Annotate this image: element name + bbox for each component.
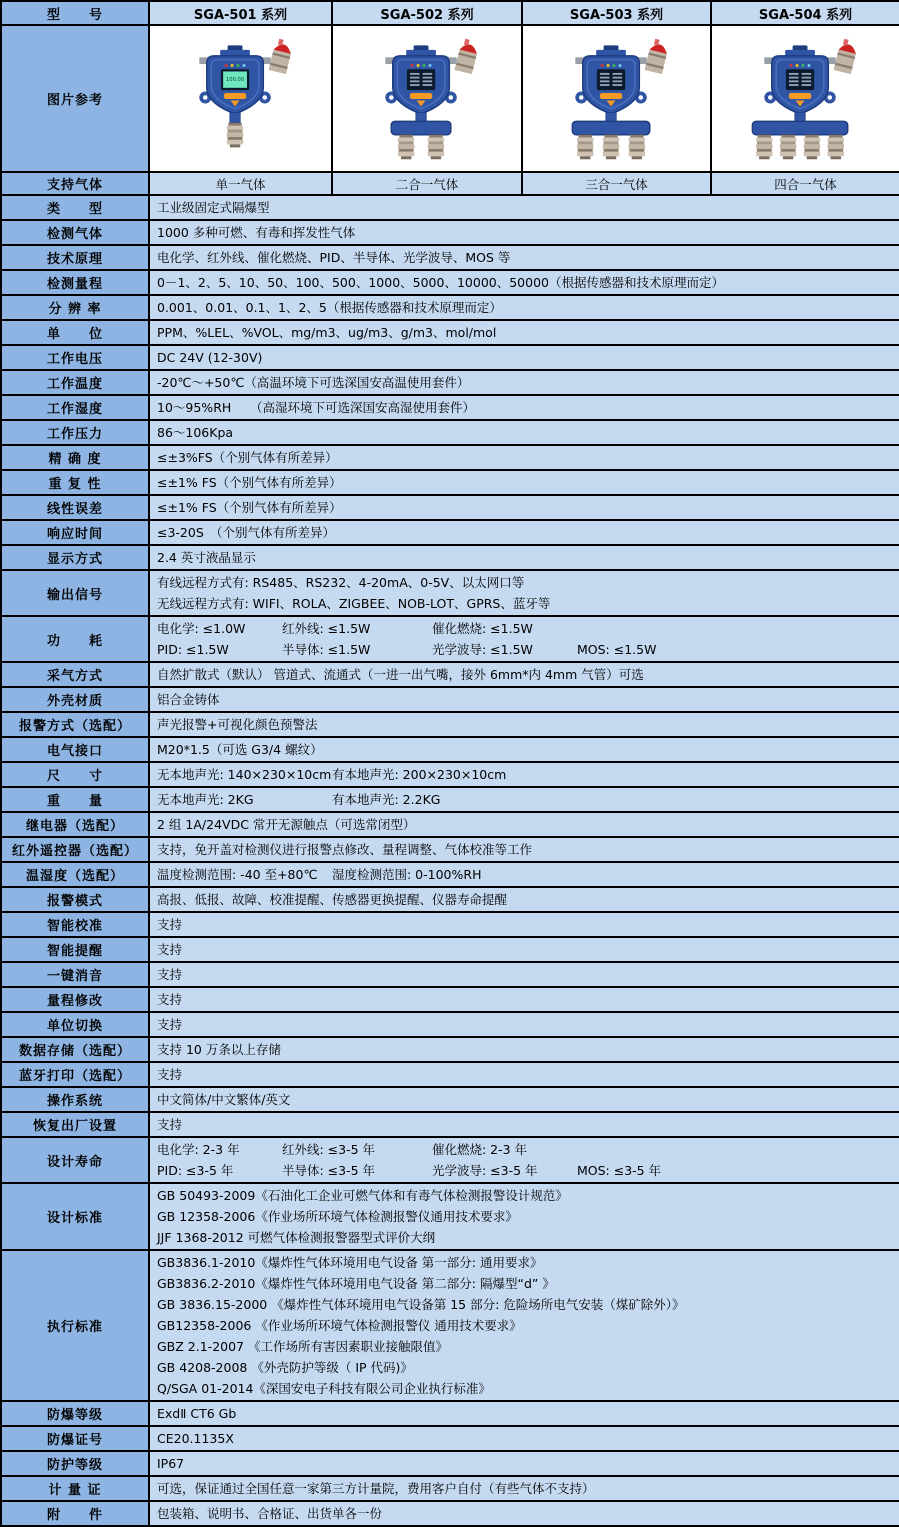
row-label: 显示方式	[1, 545, 149, 570]
spec-row	[1, 937, 899, 962]
spec-row	[1, 345, 899, 370]
spec-row	[1, 887, 899, 912]
row-label: 类 型	[1, 195, 149, 220]
row-label: 线性误差	[1, 495, 149, 520]
row-label-model: 型 号	[1, 1, 149, 25]
device-illustration	[166, 35, 316, 163]
row-label: 电气接口	[1, 737, 149, 762]
row-value: ≤±1% FS（个别气体有所差异）	[149, 495, 899, 520]
row-label: 温湿度（选配）	[1, 862, 149, 887]
spec-row	[1, 470, 899, 495]
value-segment: 电化学: ≤1.0W	[157, 621, 246, 636]
row-label: 数据存储（选配）	[1, 1037, 149, 1062]
row-label: 智能提醒	[1, 937, 149, 962]
row-value: ≤±1% FS（个别气体有所差异）	[149, 470, 899, 495]
spec-row	[1, 1250, 899, 1401]
row-label: 技术原理	[1, 245, 149, 270]
value-segment: 有本地声光: 2.2KG	[332, 792, 441, 807]
row-value: 声光报警+可视化颜色预警法	[149, 712, 899, 737]
row-label: 分 辨 率	[1, 295, 149, 320]
model-header-sga-502: SGA-502 系列	[332, 1, 522, 25]
spec-row	[1, 1501, 899, 1526]
spec-row	[1, 245, 899, 270]
row-value: 支持，免开盖对检测仪进行报警点修改、量程调整、气体校准等工作	[149, 837, 899, 862]
row-value	[149, 762, 899, 787]
value-segment: 电化学: 2-3 年	[157, 1142, 240, 1157]
row-value: 包装箱、说明书、合格证、出货单各一份	[149, 1501, 899, 1526]
device-illustration	[352, 35, 502, 163]
spec-row	[1, 912, 899, 937]
value-segment: 光学波导: ≤3-5 年	[432, 1163, 538, 1178]
row-value: 中文简体/中文繁体/英文	[149, 1087, 899, 1112]
model-header-sga-503: SGA-503 系列	[522, 1, 711, 25]
spec-row	[1, 495, 899, 520]
spec-row	[1, 445, 899, 470]
row-label: 附 件	[1, 1501, 149, 1526]
row-value: 0.001、0.01、0.1、1、2、5（根据传感器和技术原理而定）	[149, 295, 899, 320]
value-segment: 无本地声光: 140×230×10cm	[157, 767, 332, 782]
row-value	[149, 862, 899, 887]
value-segment: 催化燃烧: 2-3 年	[432, 1142, 528, 1157]
spec-row	[1, 1476, 899, 1501]
value-segment: MOS: ≤1.5W	[577, 642, 657, 657]
row-label: 执行标准	[1, 1250, 149, 1401]
row-value: 支持	[149, 1012, 899, 1037]
spec-row	[1, 1087, 899, 1112]
value-line: GB 4208-2008 《外壳防护等级（ IP 代码)》	[157, 1360, 413, 1375]
row-label: 尺 寸	[1, 762, 149, 787]
value-segment: 红外线: ≤1.5W	[282, 621, 371, 636]
value-line	[157, 618, 893, 639]
value-line: GB3836.2-2010《爆炸性气体环境用电气设备 第二部分: 隔爆型“d” 》	[157, 1276, 555, 1291]
row-value	[149, 787, 899, 812]
value-line: GB3836.1-2010《爆炸性气体环境用电气设备 第一部分: 通用要求》	[157, 1255, 543, 1270]
spec-row	[1, 987, 899, 1012]
row-label: 设计寿命	[1, 1137, 149, 1183]
spec-row	[1, 270, 899, 295]
value-line	[157, 1160, 893, 1181]
device-illustration	[542, 35, 692, 163]
value-line: GB 50493-2009《石油化工企业可燃气体和有毒气体检测报警设计规范》	[157, 1188, 568, 1203]
device-image-sga-504	[711, 25, 899, 172]
image-row	[1, 25, 899, 172]
spec-row	[1, 520, 899, 545]
spec-row	[1, 662, 899, 687]
row-label: 蓝牙打印（选配）	[1, 1062, 149, 1087]
spec-row	[1, 295, 899, 320]
svg-text:100.00: 100.00	[225, 76, 244, 83]
row-value: ExdⅡ CT6 Gb	[149, 1401, 899, 1426]
row-label: 输出信号	[1, 570, 149, 616]
gas-value-sga-501: 单一气体	[149, 172, 332, 195]
row-label: 工作压力	[1, 420, 149, 445]
spec-row	[1, 1426, 899, 1451]
value-line	[157, 764, 893, 785]
spec-row	[1, 220, 899, 245]
row-value: 支持	[149, 912, 899, 937]
spec-row	[1, 712, 899, 737]
spec-row	[1, 762, 899, 787]
row-value	[149, 1183, 899, 1250]
row-label: 重 复 性	[1, 470, 149, 495]
row-label: 重 量	[1, 787, 149, 812]
row-value: 支持	[149, 1062, 899, 1087]
row-value: IP67	[149, 1451, 899, 1476]
value-segment: 湿度检测范围: 0-100%RH	[332, 867, 482, 882]
spec-row	[1, 862, 899, 887]
model-header-sga-504: SGA-504 系列	[711, 1, 899, 25]
value-segment: 半导体: ≤1.5W	[282, 642, 371, 657]
spec-row	[1, 1112, 899, 1137]
gas-value-sga-503: 三合一气体	[522, 172, 711, 195]
row-label-gas: 支持气体	[1, 172, 149, 195]
value-segment: 催化燃烧: ≤1.5W	[432, 621, 533, 636]
row-value: DC 24V (12-30V)	[149, 345, 899, 370]
row-value: 支持	[149, 962, 899, 987]
spec-row	[1, 195, 899, 220]
value-line	[157, 864, 893, 885]
spec-row	[1, 962, 899, 987]
row-label: 一键消音	[1, 962, 149, 987]
row-value: ≤3-20S （个别气体有所差异）	[149, 520, 899, 545]
row-label: 报警方式（选配）	[1, 712, 149, 737]
value-line: 无线远程方式有: WIFI、ROLA、ZIGBEE、NOB-LOT、GPRS、蓝牙等	[157, 596, 551, 611]
row-label: 恢复出厂设置	[1, 1112, 149, 1137]
row-value	[149, 570, 899, 616]
value-line: Q/SGA 01-2014《深国安电子科技有限公司企业执行标准》	[157, 1381, 491, 1396]
row-label: 红外遥控器（选配）	[1, 837, 149, 862]
row-label: 设计标准	[1, 1183, 149, 1250]
row-value: 2 组 1A/24VDC 常开无源触点（可选常闭型）	[149, 812, 899, 837]
value-segment: PID: ≤1.5W	[157, 642, 229, 657]
row-value	[149, 1137, 899, 1183]
row-label: 采气方式	[1, 662, 149, 687]
spec-row	[1, 320, 899, 345]
value-segment: 红外线: ≤3-5 年	[282, 1142, 376, 1157]
value-line	[157, 639, 893, 660]
spec-row	[1, 545, 899, 570]
row-label: 防护等级	[1, 1451, 149, 1476]
row-label: 工作温度	[1, 370, 149, 395]
model-header-row	[1, 1, 899, 25]
value-segment: 温度检测范围: -40 至+80℃	[157, 867, 318, 882]
row-value: 支持 10 万条以上存储	[149, 1037, 899, 1062]
value-line: GB 12358-2006《作业场所环境气体检测报警仪通用技术要求》	[157, 1209, 518, 1224]
value-line	[157, 1139, 893, 1160]
row-value: PPM、%LEL、%VOL、mg/m3、ug/m3、g/m3、mol/mol	[149, 320, 899, 345]
value-segment: 无本地声光: 2KG	[157, 792, 254, 807]
row-value: 2.4 英寸液晶显示	[149, 545, 899, 570]
spec-row	[1, 1012, 899, 1037]
row-value: M20*1.5（可选 G3/4 螺纹）	[149, 737, 899, 762]
spec-row	[1, 687, 899, 712]
row-value: 可选，保证通过全国任意一家第三方计量院，费用客户自付（有些气体不支持）	[149, 1476, 899, 1501]
device-image-sga-501	[149, 25, 332, 172]
spec-row	[1, 1137, 899, 1183]
device-image-sga-503	[522, 25, 711, 172]
spec-row	[1, 1401, 899, 1426]
spec-row	[1, 737, 899, 762]
value-line: GB12358-2006 《作业场所环境气体检测报警仪 通用技术要求》	[157, 1318, 522, 1333]
row-label: 操作系统	[1, 1087, 149, 1112]
row-label: 检测气体	[1, 220, 149, 245]
row-label: 计 量 证	[1, 1476, 149, 1501]
row-label: 精 确 度	[1, 445, 149, 470]
row-value: 10～95%RH （高湿环境下可选深国安高湿使用套件）	[149, 395, 899, 420]
supported-gas-row	[1, 172, 899, 195]
row-label: 报警模式	[1, 887, 149, 912]
row-label: 响应时间	[1, 520, 149, 545]
spec-row	[1, 616, 899, 662]
row-label: 智能校准	[1, 912, 149, 937]
row-label: 量程修改	[1, 987, 149, 1012]
row-label: 外壳材质	[1, 687, 149, 712]
gas-value-sga-504: 四合一气体	[711, 172, 899, 195]
row-value: 电化学、红外线、催化燃烧、PID、半导体、光学波导、MOS 等	[149, 245, 899, 270]
row-value: 铝合金铸体	[149, 687, 899, 712]
spec-row	[1, 837, 899, 862]
row-value	[149, 616, 899, 662]
spec-row	[1, 1451, 899, 1476]
value-line: 有线远程方式有: RS485、RS232、4-20mA、0-5V、以太网口等	[157, 575, 525, 590]
spec-row	[1, 370, 899, 395]
row-value: 支持	[149, 937, 899, 962]
row-value: -20℃～+50℃（高温环境下可选深国安高温使用套件）	[149, 370, 899, 395]
value-line	[157, 789, 893, 810]
row-value: CE20.1135X	[149, 1426, 899, 1451]
device-illustration	[731, 35, 881, 163]
spec-row	[1, 1062, 899, 1087]
spec-row	[1, 1183, 899, 1250]
value-segment: 半导体: ≤3-5 年	[282, 1163, 376, 1178]
row-value: 86～106Kpa	[149, 420, 899, 445]
row-label: 防爆证号	[1, 1426, 149, 1451]
spec-row	[1, 787, 899, 812]
row-label: 继电器（选配）	[1, 812, 149, 837]
row-value	[149, 1250, 899, 1401]
model-header-sga-501: SGA-501 系列	[149, 1, 332, 25]
row-label: 防爆等级	[1, 1401, 149, 1426]
row-label: 工作湿度	[1, 395, 149, 420]
value-line: GB 3836.15-2000 《爆炸性气体环境用电气设备第 15 部分: 危险场所电气安装（煤矿除外）》	[157, 1297, 685, 1312]
row-value: 0－1、2、5、10、50、100、500、1000、5000、10000、50000（根据传感器和技术原理而定）	[149, 270, 899, 295]
row-value: ≤±3%FS（个别气体有所差异）	[149, 445, 899, 470]
row-value: 1000 多种可燃、有毒和挥发性气体	[149, 220, 899, 245]
row-value: 自然扩散式（默认） 管道式、流通式（一进一出气嘴，接外 6mm*内 4mm 气管）可选	[149, 662, 899, 687]
row-value: 高报、低报、故障、校准提醒、传感器更换提醒、仪器寿命提醒	[149, 887, 899, 912]
row-value: 支持	[149, 987, 899, 1012]
spec-row	[1, 395, 899, 420]
row-value: 支持	[149, 1112, 899, 1137]
row-label-image: 图片参考	[1, 25, 149, 172]
device-image-sga-502	[332, 25, 522, 172]
row-label: 单 位	[1, 320, 149, 345]
row-label: 检测量程	[1, 270, 149, 295]
spec-row	[1, 812, 899, 837]
value-segment: 有本地声光: 200×230×10cm	[332, 767, 507, 782]
value-line: GBZ 2.1-2007 《工作场所有害因素职业接触限值》	[157, 1339, 448, 1354]
value-segment: MOS: ≤3-5 年	[577, 1163, 662, 1178]
row-label: 工作电压	[1, 345, 149, 370]
gas-value-sga-502: 二合一气体	[332, 172, 522, 195]
row-value: 工业级固定式隔爆型	[149, 195, 899, 220]
value-segment: 光学波导: ≤1.5W	[432, 642, 533, 657]
spec-row	[1, 570, 899, 616]
spec-row	[1, 1037, 899, 1062]
value-line: JJF 1368-2012 可燃气体检测报警器型式评价大纲	[157, 1230, 436, 1245]
row-label: 功 耗	[1, 616, 149, 662]
value-segment: PID: ≤3-5 年	[157, 1163, 234, 1178]
row-label: 单位切换	[1, 1012, 149, 1037]
spec-row	[1, 420, 899, 445]
